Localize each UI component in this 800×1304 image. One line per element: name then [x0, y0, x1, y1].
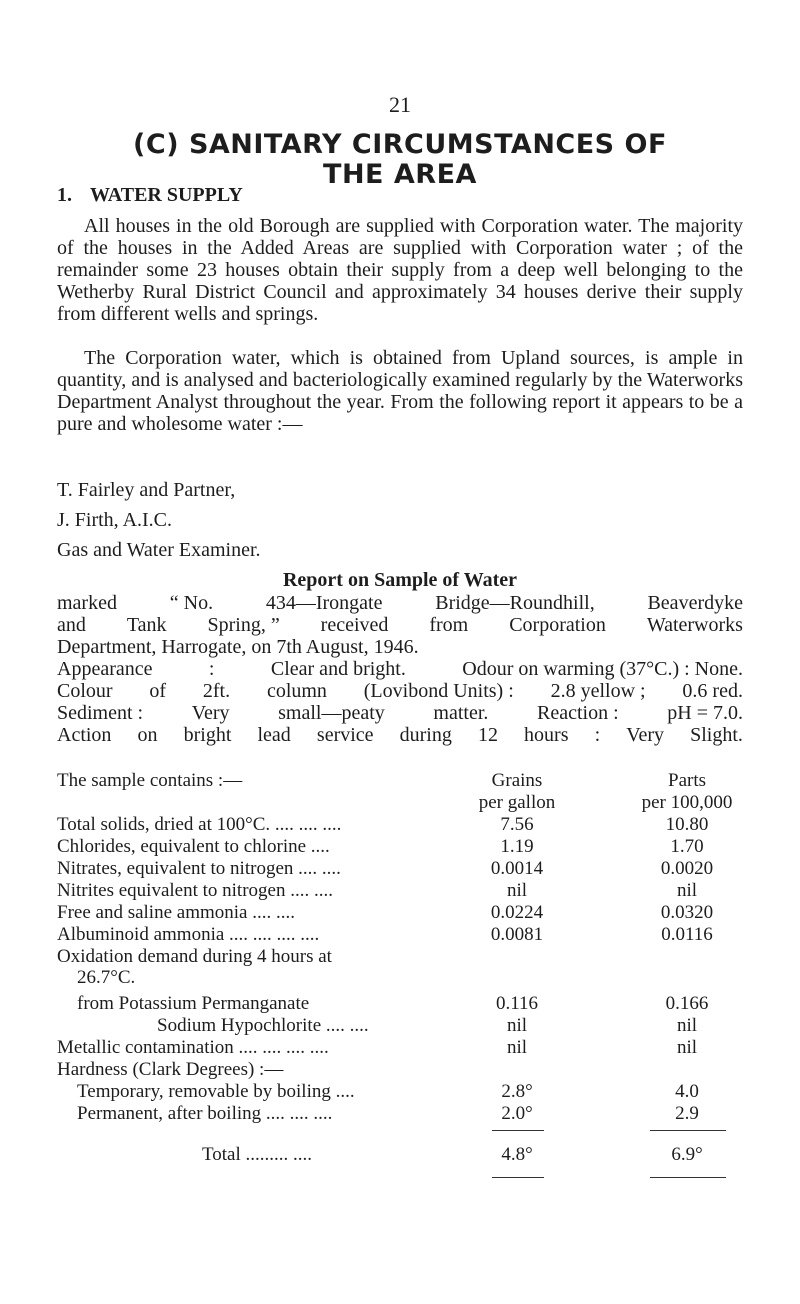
- word: service: [316, 724, 374, 746]
- address-line-1: T. Fairley and Partner,: [57, 479, 236, 501]
- row-grains: 0.0224: [490, 902, 544, 923]
- hardness-heading: [57, 1059, 757, 1081]
- address-line-2: J. Firth, A.I.C.: [57, 509, 173, 531]
- word: matter.: [433, 702, 489, 724]
- word: from: [429, 614, 469, 636]
- word: Spring, ”: [207, 614, 280, 636]
- table-row: [57, 1015, 757, 1037]
- table-row: [57, 924, 757, 946]
- row-grains: 1.19: [500, 836, 534, 857]
- word: marked: [57, 592, 117, 614]
- word: Beaverdyke: [647, 592, 743, 614]
- row-label: Temporary, removable by boiling ....: [77, 1081, 355, 1102]
- word: Appearance: [57, 658, 153, 680]
- table-row: [57, 814, 757, 836]
- row-label: from Potassium Permanganate: [77, 993, 310, 1014]
- word: Very: [626, 724, 665, 746]
- report-line-1: [57, 592, 743, 614]
- word: and: [57, 614, 86, 636]
- word: Sediment :: [57, 702, 144, 724]
- row-label: Free and saline ammonia .... ....: [57, 902, 295, 923]
- table-row: [57, 902, 757, 924]
- table-row: [57, 880, 757, 902]
- word: 2ft.: [202, 680, 231, 702]
- row-parts: 1.70: [670, 836, 704, 857]
- table-header-row-2: [57, 792, 757, 814]
- row-grains: nil: [506, 1015, 528, 1036]
- word: Odour on warming (37°C.) : None.: [462, 658, 743, 680]
- row-label: Chlorides, equivalent to chlorine ....: [57, 836, 330, 857]
- row-label: 26.7°C.: [77, 967, 136, 988]
- section-heading: [57, 184, 243, 207]
- heading-text: WATER SUPPLY: [90, 184, 243, 206]
- report-line-5: [57, 680, 743, 702]
- word: of: [149, 680, 167, 702]
- word: :: [594, 724, 601, 746]
- col-header-grains-unit: per gallon: [478, 792, 556, 813]
- row-label: Nitrites equivalent to nitrogen .... ....: [57, 880, 333, 901]
- report-title: Report on Sample of Water: [282, 569, 518, 591]
- row-label: Oxidation demand during 4 hours at: [57, 946, 332, 967]
- table-total-row: [57, 1144, 757, 1166]
- row-grains: nil: [506, 1037, 528, 1058]
- row-parts: 4.0: [675, 1081, 699, 1102]
- word: 12: [477, 724, 498, 746]
- word: Slight.: [690, 724, 743, 746]
- row-grains: 0.116: [495, 993, 539, 1014]
- table-intro: The sample contains :—: [57, 770, 243, 791]
- word: :: [208, 658, 215, 680]
- row-label: Nitrates, equivalent to nitrogen .... ....: [57, 858, 341, 879]
- word: received: [320, 614, 389, 636]
- heading-number: 1.: [57, 184, 72, 206]
- table-row: [57, 858, 757, 880]
- row-label: Albuminoid ammonia .... .... .... ....: [57, 924, 320, 945]
- report-line-4: [57, 658, 743, 680]
- word: Action: [57, 724, 112, 746]
- row-grains: 2.0°: [501, 1103, 533, 1124]
- row-parts: 10.80: [665, 814, 709, 835]
- row-parts: 2.9: [675, 1103, 699, 1124]
- word: Waterworks: [646, 614, 743, 636]
- word: on: [137, 724, 158, 746]
- report-line-3: Department, Harrogate, on 7th August, 1946.: [57, 636, 419, 658]
- total-rule-grains: [492, 1177, 544, 1178]
- table-row: [57, 1103, 757, 1125]
- word: bright: [183, 724, 232, 746]
- col-header-parts-unit: per 100,000: [641, 792, 733, 813]
- row-grains: 2.8°: [501, 1081, 533, 1102]
- total-label: Total ......... ....: [201, 1144, 313, 1165]
- word: 0.6 red.: [682, 680, 743, 702]
- row-parts: nil: [676, 1037, 698, 1058]
- word: Tank: [126, 614, 167, 636]
- word: lead: [257, 724, 291, 746]
- row-grains: 0.0081: [490, 924, 544, 945]
- address-line-3: Gas and Water Examiner.: [57, 539, 261, 561]
- paragraph-water-supply: All houses in the old Borough are supplied with Corporation water. The majority of the houses in the Added Areas are supplied with Corporation water ; of the remainder some 23 houses obtain their supply from a deep well belonging to the Wetherby Rural District Council and approximately 34 houses derive their supply from different wells and springs.: [57, 215, 743, 325]
- paragraph-corporation-water: The Corporation water, which is obtained from Upland sources, is ample in quantity, and is analysed and bacteriologically examined regularly by the Waterworks Department Analyst throughout the year. From the following report it appears to be a pure and wholesome water :—: [57, 347, 743, 435]
- page-number: 21: [389, 92, 411, 117]
- word: “ No.: [169, 592, 214, 614]
- word: Reaction :: [537, 702, 619, 724]
- word: column: [266, 680, 327, 702]
- oxidation-heading-2: [57, 967, 757, 989]
- col-header-grains: Grains: [491, 770, 543, 791]
- table-row: [57, 836, 757, 858]
- col-header-parts: Parts: [668, 770, 706, 791]
- word: during: [399, 724, 452, 746]
- word: Very: [191, 702, 230, 724]
- word: 434—Irongate: [265, 592, 383, 614]
- word: Bridge—Roundhill,: [435, 592, 595, 614]
- report-line-7: [57, 724, 743, 746]
- row-label: Permanent, after boiling .... .... ....: [77, 1103, 333, 1124]
- total-rule-parts: [650, 1177, 726, 1178]
- word: Clear and bright.: [270, 658, 406, 680]
- row-grains: nil: [506, 880, 528, 901]
- word: Corporation: [509, 614, 606, 636]
- word: (Lovibond Units) :: [363, 680, 514, 702]
- row-label: Total solids, dried at 100°C. .... .... ....: [57, 814, 342, 835]
- row-parts: 0.0320: [660, 902, 714, 923]
- word: 2.8 yellow ;: [550, 680, 646, 702]
- subtotal-rule-parts: [650, 1130, 726, 1131]
- table-row: [57, 1037, 757, 1059]
- report-line-2: [57, 614, 743, 636]
- total-parts: 6.9°: [671, 1144, 703, 1165]
- row-parts: 0.0020: [660, 858, 714, 879]
- report-line-6: [57, 702, 743, 724]
- table-row: [57, 1081, 757, 1103]
- word: small—peaty: [278, 702, 385, 724]
- row-parts: nil: [676, 1015, 698, 1036]
- table-row: [57, 993, 757, 1015]
- row-grains: 7.56: [500, 814, 534, 835]
- table-header-row-1: [57, 770, 757, 792]
- row-label: Metallic contamination .... .... .... ....: [57, 1037, 329, 1058]
- word: pH = 7.0.: [667, 702, 743, 724]
- row-label: Sodium Hypochlorite .... ....: [157, 1015, 369, 1036]
- row-grains: 0.0014: [490, 858, 544, 879]
- word: hours: [524, 724, 569, 746]
- row-parts: 0.0116: [661, 924, 713, 945]
- oxidation-heading: [57, 946, 757, 968]
- row-label: Hardness (Clark Degrees) :—: [57, 1059, 284, 1080]
- row-parts: nil: [676, 880, 698, 901]
- section-title: (C) SANITARY CIRCUMSTANCES OF THE AREA: [133, 129, 667, 190]
- word: Colour: [57, 680, 113, 702]
- subtotal-rule-grains: [492, 1130, 544, 1131]
- total-grains: 4.8°: [501, 1144, 533, 1165]
- row-parts: 0.166: [665, 993, 709, 1014]
